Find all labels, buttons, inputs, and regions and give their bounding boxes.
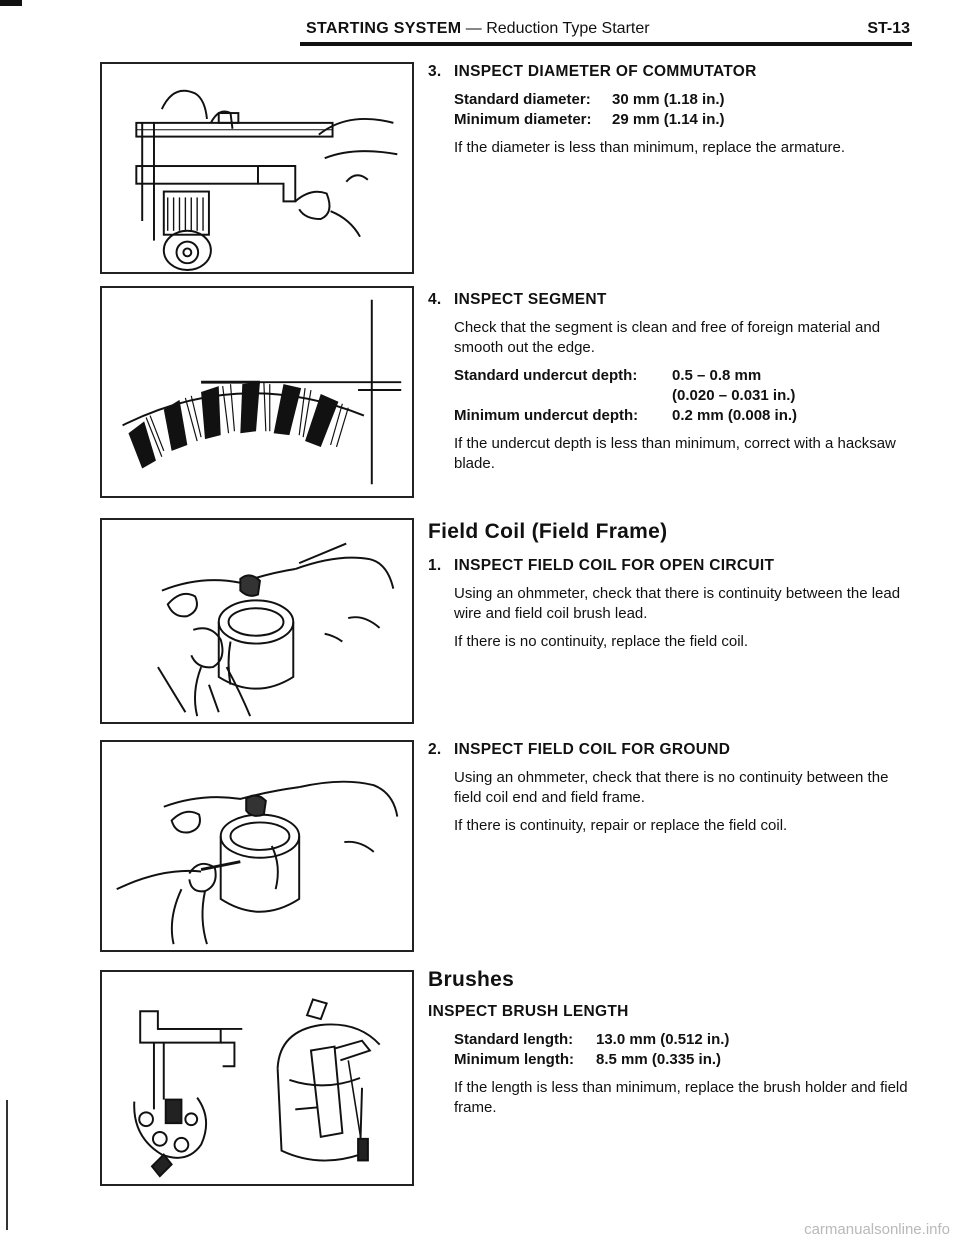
spec-table: [454, 90, 918, 130]
header-subsection: Reduction Type Starter: [486, 20, 650, 37]
instruction-text: Using an ohmmeter, check that there is continuity between the lead wire and field coil brush lead.: [454, 585, 901, 622]
step-number: 2.: [428, 741, 442, 758]
step-title: INSPECT FIELD COIL FOR GROUND: [454, 741, 731, 758]
margin-rule: [6, 1100, 8, 1230]
spec-value: 8.5 mm (0.335 in.): [596, 1051, 722, 1068]
header-title: [306, 20, 650, 38]
step-heading: [428, 290, 918, 310]
page-header: [300, 16, 910, 44]
spec-table: [454, 366, 918, 426]
step-number: 4.: [428, 291, 442, 308]
section-field-coil-ground: [428, 740, 918, 836]
instruction-note: If the undercut depth is less than minimum, correct with a hacksaw blade.: [454, 435, 896, 472]
section-heading: Field Coil (Field Frame): [428, 520, 668, 543]
step-number: 1.: [428, 557, 442, 574]
spec-row-standard-inch: [454, 386, 918, 406]
header-section: STARTING SYSTEM: [306, 20, 462, 37]
spec-value: 0.2 mm (0.008 in.): [672, 407, 798, 424]
watermark: carmanualsonline.info: [804, 1221, 950, 1238]
spec-table: [454, 1030, 918, 1070]
step-title: INSPECT DIAMETER OF COMMUTATOR: [454, 63, 757, 80]
spec-value: 13.0 mm (0.512 in.): [596, 1031, 730, 1048]
instruction-note: If there is continuity, repair or replace the field coil.: [454, 817, 788, 834]
spec-label: Standard length:: [454, 1031, 574, 1048]
header-rule: [300, 42, 912, 46]
field-coil-ground-illustration: [100, 740, 414, 952]
spec-label: Standard undercut depth:: [454, 367, 638, 384]
spec-value: 29 mm (1.14 in.): [612, 111, 725, 128]
instruction-text: Check that the segment is clean and free of foreign material and smooth out the edge.: [454, 319, 881, 356]
spec-value: 30 mm (1.18 in.): [612, 91, 725, 108]
section-brushes: [428, 970, 918, 1118]
instruction-note: If the diameter is less than minimum, replace the armature.: [454, 139, 845, 156]
page-number: ST-13: [867, 20, 910, 37]
commutator-caliper-illustration: [100, 62, 414, 274]
step-heading: [428, 62, 918, 82]
instruction-note: If there is no continuity, replace the field coil.: [454, 633, 749, 650]
step-heading: [428, 740, 918, 760]
spec-row-standard: [454, 90, 918, 110]
instruction-text: Using an ohmmeter, check that there is no continuity between the field coil end and field frame.: [454, 769, 889, 806]
brush-length-illustration: [100, 970, 414, 1186]
instruction-note: If the length is less than minimum, replace the brush holder and field frame.: [454, 1079, 908, 1116]
section-inspect-segment: [428, 290, 918, 474]
section-inspect-commutator-diameter: [428, 62, 918, 158]
spec-label: Standard diameter:: [454, 91, 591, 108]
segment-undercut-illustration: [100, 286, 414, 498]
section-field-coil: [428, 522, 918, 542]
spec-value: 0.5 – 0.8 mm: [672, 367, 762, 384]
spec-row-minimum: [454, 406, 918, 426]
spec-label: Minimum undercut depth:: [454, 407, 639, 424]
spec-row-standard: [454, 366, 918, 386]
spec-row-minimum: [454, 110, 918, 130]
spec-label: Minimum length:: [454, 1051, 574, 1068]
section-field-coil-open-circuit: [428, 556, 918, 652]
step-title: INSPECT BRUSH LENGTH: [428, 1003, 629, 1020]
step-title: INSPECT FIELD COIL FOR OPEN CIRCUIT: [454, 557, 775, 574]
step-heading: [428, 556, 918, 576]
spec-row-standard: [454, 1030, 918, 1050]
field-coil-open-circuit-illustration: [100, 518, 414, 724]
header-separator: —: [461, 20, 487, 37]
spec-value: (0.020 – 0.031 in.): [672, 387, 796, 404]
corner-mark: [0, 0, 22, 6]
section-heading: Brushes: [428, 968, 515, 991]
spec-row-minimum: [454, 1050, 918, 1070]
step-title: INSPECT SEGMENT: [454, 291, 607, 308]
step-number: 3.: [428, 63, 442, 80]
spec-label: Minimum diameter:: [454, 111, 592, 128]
